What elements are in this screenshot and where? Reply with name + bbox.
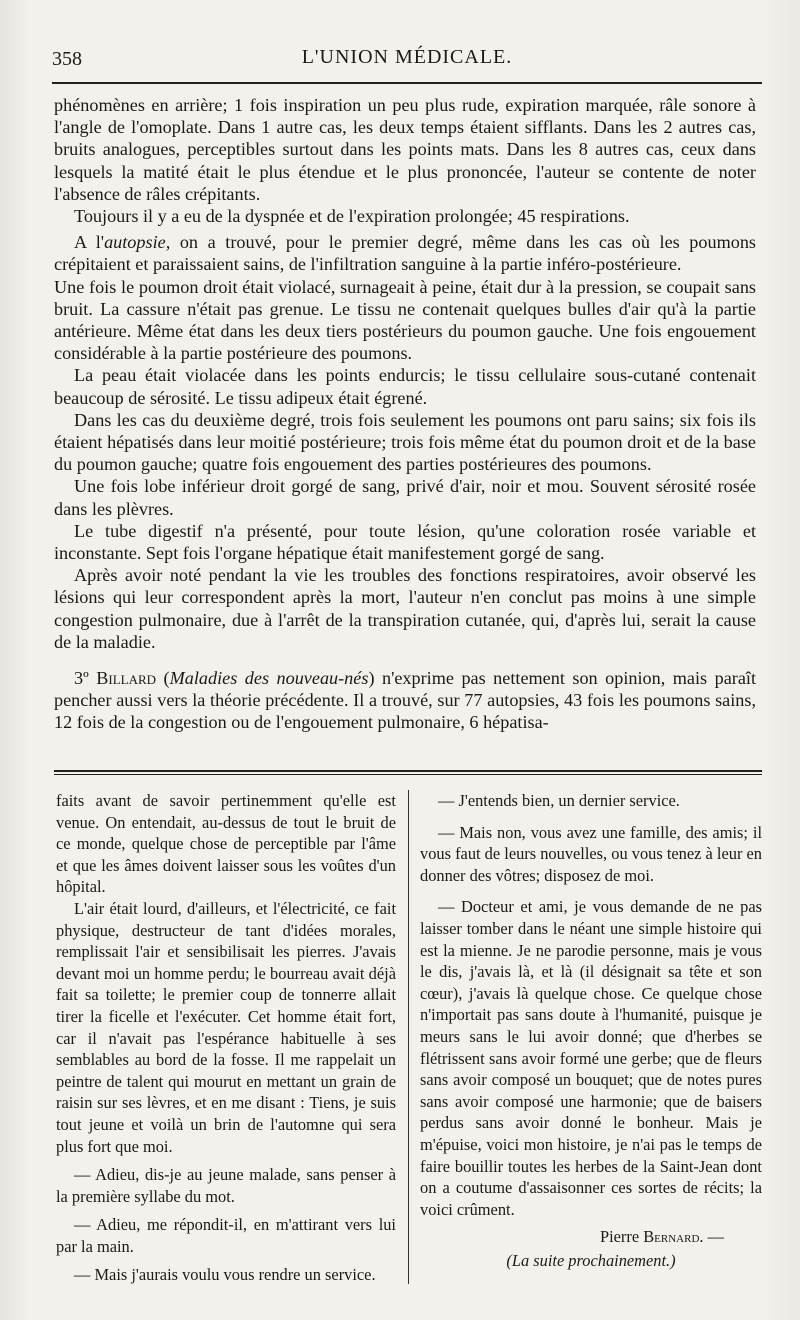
feuilleton-paragraph: — Adieu, me répondit-il, en m'attirant vers lui par la main. <box>56 1215 396 1256</box>
paragraph: La peau était violacée dans les points endurcis; le tissu cellulaire sous-cutané contenait beaucoup de sérosité. Le tissu adipeux était égrené. <box>54 365 756 408</box>
signature-dash: — <box>707 1227 724 1247</box>
paragraph: Le tube digestif n'a présenté, pour toute lésion, qu'une coloration rosée variable et inconstante. Sept fois l'organe hépatique était manifestement gorgé de sang. <box>54 520 756 564</box>
feuilleton-rule <box>54 770 762 775</box>
feuilleton-paragraph: L'air était lourd, d'ailleurs, et l'électricité, ce fait physique, destructeur de tant d'idées morales, remplissait l'air et sensibilisait les pierres. J'avais devant moi un homme perdu; le bourreau avait déjà fait sa toilette; le premier coup de tonnerre allait tirer la ficelle et l'exécuter. Cet homme était fort, car il n'avait pas l'espérance habituelle à ses semblables au bord de la fosse. Il me rappelait un peintre de talent qui mourut en mettant un grain de raisin sur ses lèvres, et en me disant : Tiens, je suis tout jeune et voilà un brin de l'automne qui sera plus fort que moi. <box>56 898 396 1156</box>
feuilleton <box>56 790 762 1295</box>
paragraph: Une fois lobe inférieur droit gorgé de sang, privé d'air, noir et mou. Souvent sérosité rosée dans les plèvres. <box>54 476 756 519</box>
paragraph-autopsie <box>54 231 756 275</box>
paragraph: Dans les cas du deuxième degré, trois fois seulement les poumons ont paru sains; six fois ils étaient hépatisés dans leur moitié postérieure; trois fois même état du poumon droit et de la base du poumon gauche; quatre fois engouement des parties postérieures des poumons. <box>54 409 756 475</box>
paragraph: phénomènes en arrière; 1 fois inspiration un peu plus rude, expiration marquée, râle sonore à l'angle de l'omoplate. Dans 1 autre cas, les deux temps étaient sifflants. Dans les 2 autres cas, bruits analogues, perceptibles surtout dans les points mats. Dans les 8 autres cas, ceux dans lesquels la matité était le plus étendue et le plus prononcée, l'auteur se contente de noter l'absence de râles crépitants. <box>54 95 756 204</box>
feuilleton-paragraph: — Mais non, vous avez une famille, des amis; il vous faut de leurs nouvelles, ou vous tenez à leur en donner des vôtres; disposez de moi. <box>420 822 762 885</box>
paragraph: Après avoir noté pendant la vie les troubles des fonctions respiratoires, avoir observé les lésions qui leur correspondent après la mort, l'auteur n'en conclut pas moins à une simple congestion pulmonaire, due à l'arrêt de la transpiration cutanée, qui, d'après lui, serait la cause de la maladie. <box>54 565 756 652</box>
feuilleton-paragraph: — Docteur et ami, je vous demande de ne pas laisser tomber dans le néant une simple histoire qui est la mienne. Je ne parodie personne, mais je vous le dis, j'avais là, et là (il désignait sa tête et son cœur), j'avais là quelque chose. Ce quelque chose n'importait pas sans doute à l'humanité, puisque je meurs sans le lui avoir donné; que d'herbes se flétrissent sans avoir formé une gerbe; que de fleurs sans avoir composé un bouquet; que de notes pures sans avoir composé une harmonie; que de baisers perdus sans avoir donné le bonheur. Mais je m'épuise, voici mon histoire, je n'ai pas le temps de faire bouillir toutes les herbes de la Saint-Jean dont on a coutume d'assaisonner ces sortes de récits; la voici crûment. <box>420 897 762 1219</box>
continuation-note: (La suite prochainement.) <box>506 1250 676 1270</box>
column-divider <box>408 790 409 1284</box>
billard-rest: n'exprime pas nettement son opinion, mais paraît pencher aussi vers la théorie précédente. Il a trouvé, sur 77 autopsies, 43 fois les poumons sains, 12 fois de la congestion ou de l'engouement pulmonaire, 6 hépatisa- <box>54 668 757 733</box>
billard-author: Billard <box>96 668 157 689</box>
paragraph-billard: 3º Billard (Maladies des nouveau-nés) n'exprime pas nettement son opinion, mais paraît pencher aussi vers la théorie précédente. Il a trouvé, sur 77 autopsies, 43 fois les poumons sains, 12 fois de la congestion ou de l'engouement pulmonaire, 6 hépatisa- <box>54 668 757 733</box>
feuilleton-left-column <box>56 790 396 1286</box>
page-number: 358 <box>52 48 82 70</box>
paragraph: Une fois le poumon droit était violacé, surnageait à peine, était dur à la pression, se coupait sans bruit. La cassure n'était pas grenue. Le tissu ne contenait quelques bulles d'air qu'à la partie antérieure. Même état dans les deux tiers postérieurs du poumon gauche. Une fois engouement considérable à la partie postérieure des poumons. <box>54 276 756 364</box>
paragraph: Toujours il y a eu de la dyspnée et de l'expiration prolongée; 45 respirations. <box>74 206 630 227</box>
feuilleton-right-column <box>420 790 762 1271</box>
billard-title: Maladies des nouveau-nés <box>169 668 369 689</box>
autopsie-rest: on a trouvé, pour le premier degré, même dans les cas où les poumons crépitaient et paraissaient sains, de l'infiltration sanguine à la partie inféro-postérieure. <box>54 232 756 275</box>
billard-number: 3º <box>74 668 89 689</box>
autopsie-italic: autopsie, <box>104 232 171 253</box>
feuilleton-paragraph: faits avant de savoir pertinemment qu'elle est venue. On entendait, au-dessus de tout le bruit de ce monde, quelque chose de perceptible par l'âme et que les âmes doivent laisser sous les voûtes d'un hôpital. <box>56 791 396 897</box>
autopsie-lead: A l' <box>74 232 105 253</box>
page-header <box>52 40 762 70</box>
author-signature <box>420 1226 762 1248</box>
feuilleton-paragraph: — Mais j'aurais voulu vous rendre un service. <box>74 1265 376 1285</box>
article-body <box>54 94 756 734</box>
feuilleton-paragraph: — J'entends bien, un dernier service. <box>438 791 680 810</box>
running-title: L'UNION MÉDICALE. <box>301 46 513 68</box>
signature-first: Pierre <box>599 1227 640 1247</box>
feuilleton-paragraph: — Adieu, dis-je au jeune malade, sans penser à la première syllabe du mot. <box>56 1165 396 1206</box>
header-rule <box>52 82 762 84</box>
signature-last: Bernard. <box>643 1227 704 1247</box>
